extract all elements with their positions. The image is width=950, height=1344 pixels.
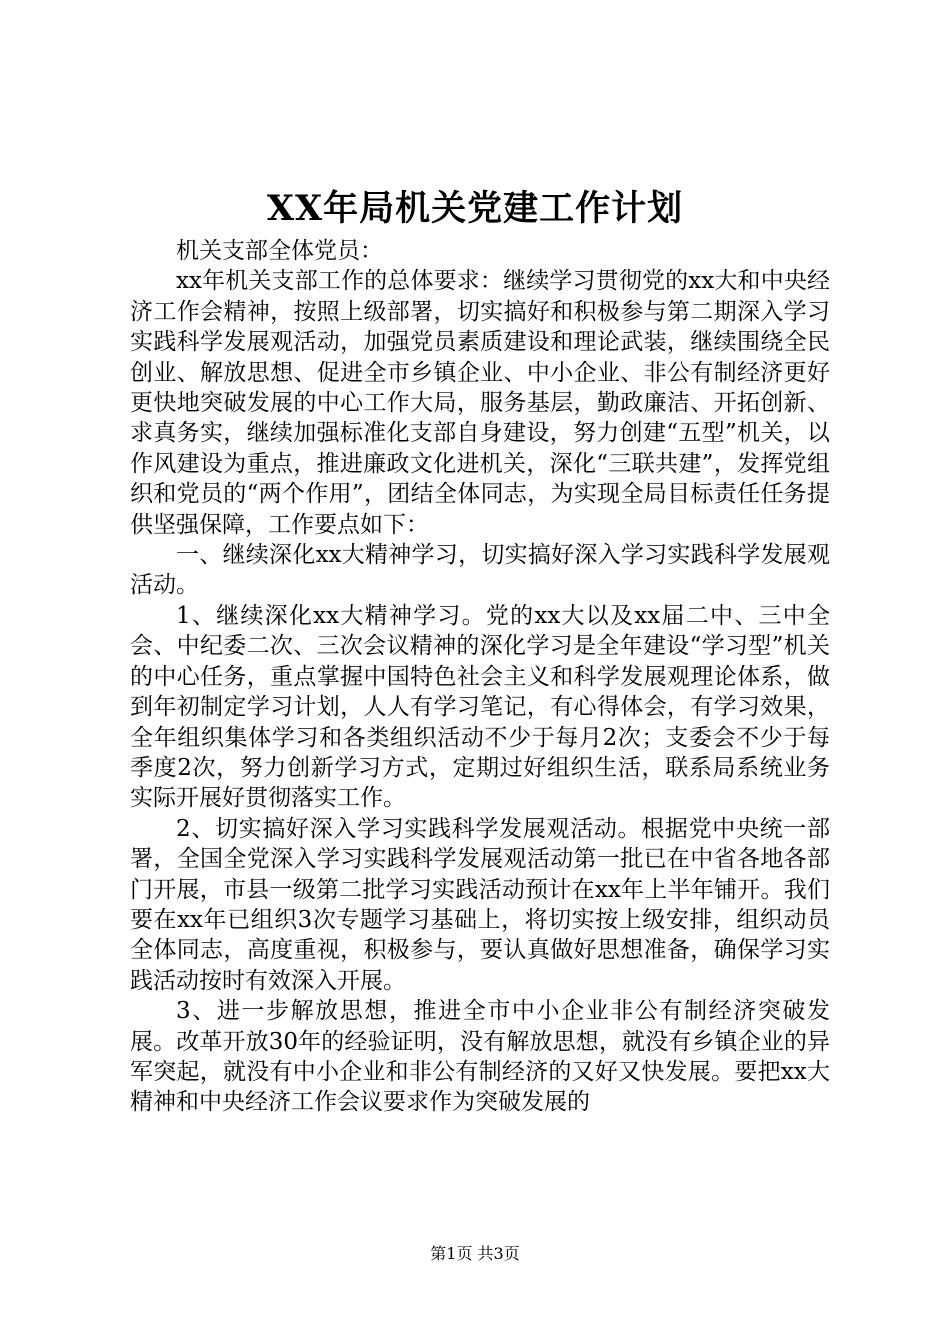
paragraph-item-two: 2、切实搞好深入学习实践科学发展观活动。根据党中央统一部署，全国全党深入学习实践科学发展观活动第一批已在中省各地各部门开展，市县一级第二批学习实践活动预计在xx年上半年铺开。我们要在xx年已组织3次专题学习基础上，将切实按上级安排，组织动员全体同志，高度重视，积极参与，要认真做好思想准备，确保学习实践活动按时有效深入开展。 — [130, 815, 830, 994]
page-footer: 第1页 共3页 — [430, 1244, 520, 1263]
paragraph-item-one: 1、继续深化xx大精神学习。党的xx大以及xx届二中、三中全会、中纪委二次、三次会议精神的深化学习是全年建设“学习型”机关的中心任务，重点掌握中国特色社会主义和科学发展观理论体系，做到年初制定学习计划，人人有学习笔记，有心得体会，有学习效果，全年组织集体学习和各类组织活动不少于每月2次；支委会不少于每季度2次，努力创新学习方式，定期过好组织生活，联系局系统业务实际开展好贯彻落实工作。 — [130, 602, 830, 812]
document-body — [130, 236, 830, 1118]
salutation: 机关支部全体党员： — [176, 238, 383, 264]
paragraph-section-one-heading: 一、继续深化xx大精神学习，切实搞好深入学习实践科学发展观活动。 — [130, 542, 830, 599]
paragraph-general-requirements: xx年机关支部工作的总体要求：继续学习贯彻党的xx大和中央经济工作会精神，按照上级部署，切实搞好和积极参与第二期深入学习实践科学发展观活动，加强党员素质建设和理论武装，继续围绕全民创业、解放思想、促进全市乡镇企业、中小企业、非公有制经济更好更快地突破发展的中心工作大局，服务基层，勤政廉洁、开拓创新、求真务实，继续加强标准化支部自身建设，努力创建“五型”机关，以作风建设为重点，推进廉政文化进机关，深化“三联共建”，发挥党组织和党员的“两个作用”，团结全体同志，为实现全局目标责任任务提供坚强保障，工作要点如下： — [130, 268, 830, 538]
document-title: XX年局机关党建工作计划 — [266, 188, 684, 229]
paragraph-item-three: 3、进一步解放思想，推进全市中小企业非公有制经济突破发展。改革开放30年的经验证明，没有解放思想，就没有乡镇企业的异军突起，就没有中小企业和非公有制经济的又好又快发展。要把xx大精神和中央经济工作会议要求作为突破发展的 — [130, 998, 830, 1116]
